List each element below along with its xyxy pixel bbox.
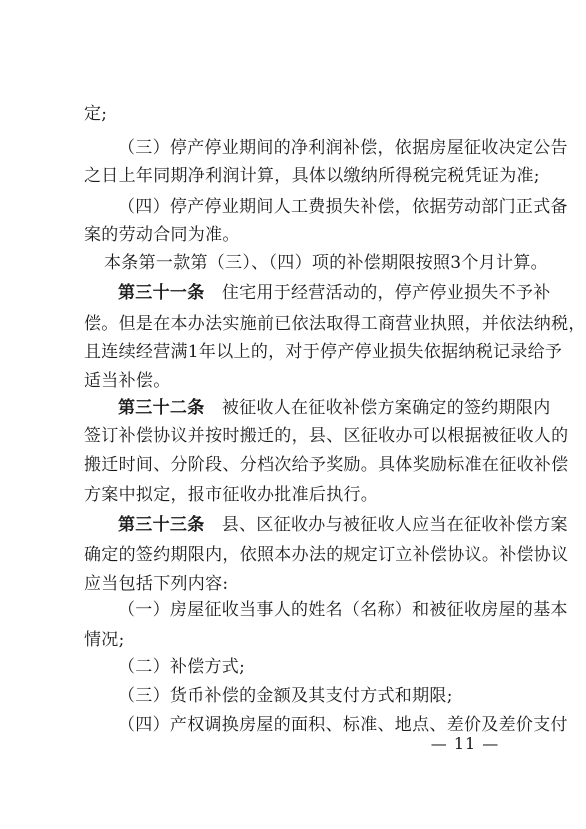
text-line: 案的劳动合同为准。	[84, 225, 240, 245]
text-line: 签订补偿协议并按时搬迁的，县、区征收办可以根据被征收人的	[84, 426, 569, 446]
article-32-heading: 第三十二条	[118, 398, 205, 418]
article-32-first-line	[118, 398, 551, 418]
text-line: （二）补偿方式;	[118, 657, 246, 677]
text-line: 适当补偿。	[84, 371, 171, 391]
text-line: （四）停产停业期间人工费损失补偿，依据劳动部门正式备	[118, 197, 568, 217]
text-line: 被征收人在征收补偿方案确定的签约期限内	[221, 398, 551, 418]
text-line: 确定的签约期限内，依照本办法的规定订立补偿协议。补偿协议	[84, 545, 569, 565]
text-line: （一）房屋征收当事人的姓名（名称）和被征收房屋的基本	[118, 600, 568, 620]
text-line: 且连续经营满1年以上的，对于停产停业损失依据纳税记录给予	[84, 342, 563, 362]
article-31-heading: 第三十一条	[118, 283, 205, 303]
article-31-first-line	[118, 283, 551, 303]
text-line: （三）货币补偿的金额及其支付方式和期限;	[118, 686, 453, 706]
text-line: 定;	[84, 104, 108, 124]
text-line: 住宅用于经营活动的，停产停业损失不予补	[221, 283, 551, 303]
article-33-first-line	[118, 515, 568, 535]
text-line: 应当包括下列内容:	[84, 574, 229, 594]
text-line: （四）产权调换房屋的面积、标准、地点、差价及差价支付	[118, 715, 568, 735]
text-line: 偿。但是在本办法实施前已依法取得工商营业执照，并依法纳税，	[84, 314, 586, 334]
text-line: （三）停产停业期间的净利润补偿，依据房屋征收决定公告	[118, 138, 568, 158]
text-line: 县、区征收办与被征收人应当在征收补偿方案	[221, 515, 568, 535]
text-line: 本条第一款第（三）、（四）项的补偿期限按照3个月计算。	[104, 253, 548, 273]
text-line: 方案中拟定，报市征收办批准后执行。	[84, 485, 379, 505]
page-number: — 11 —	[430, 734, 500, 753]
article-33-heading: 第三十三条	[118, 515, 205, 535]
text-line: 搬迁时间、分阶段、分档次给予奖励。具体奖励标准在征收补偿	[84, 455, 569, 475]
text-line: 之日上年同期净利润计算，具体以缴纳所得税完税凭证为准;	[84, 166, 540, 186]
text-line: 情况;	[84, 630, 125, 650]
